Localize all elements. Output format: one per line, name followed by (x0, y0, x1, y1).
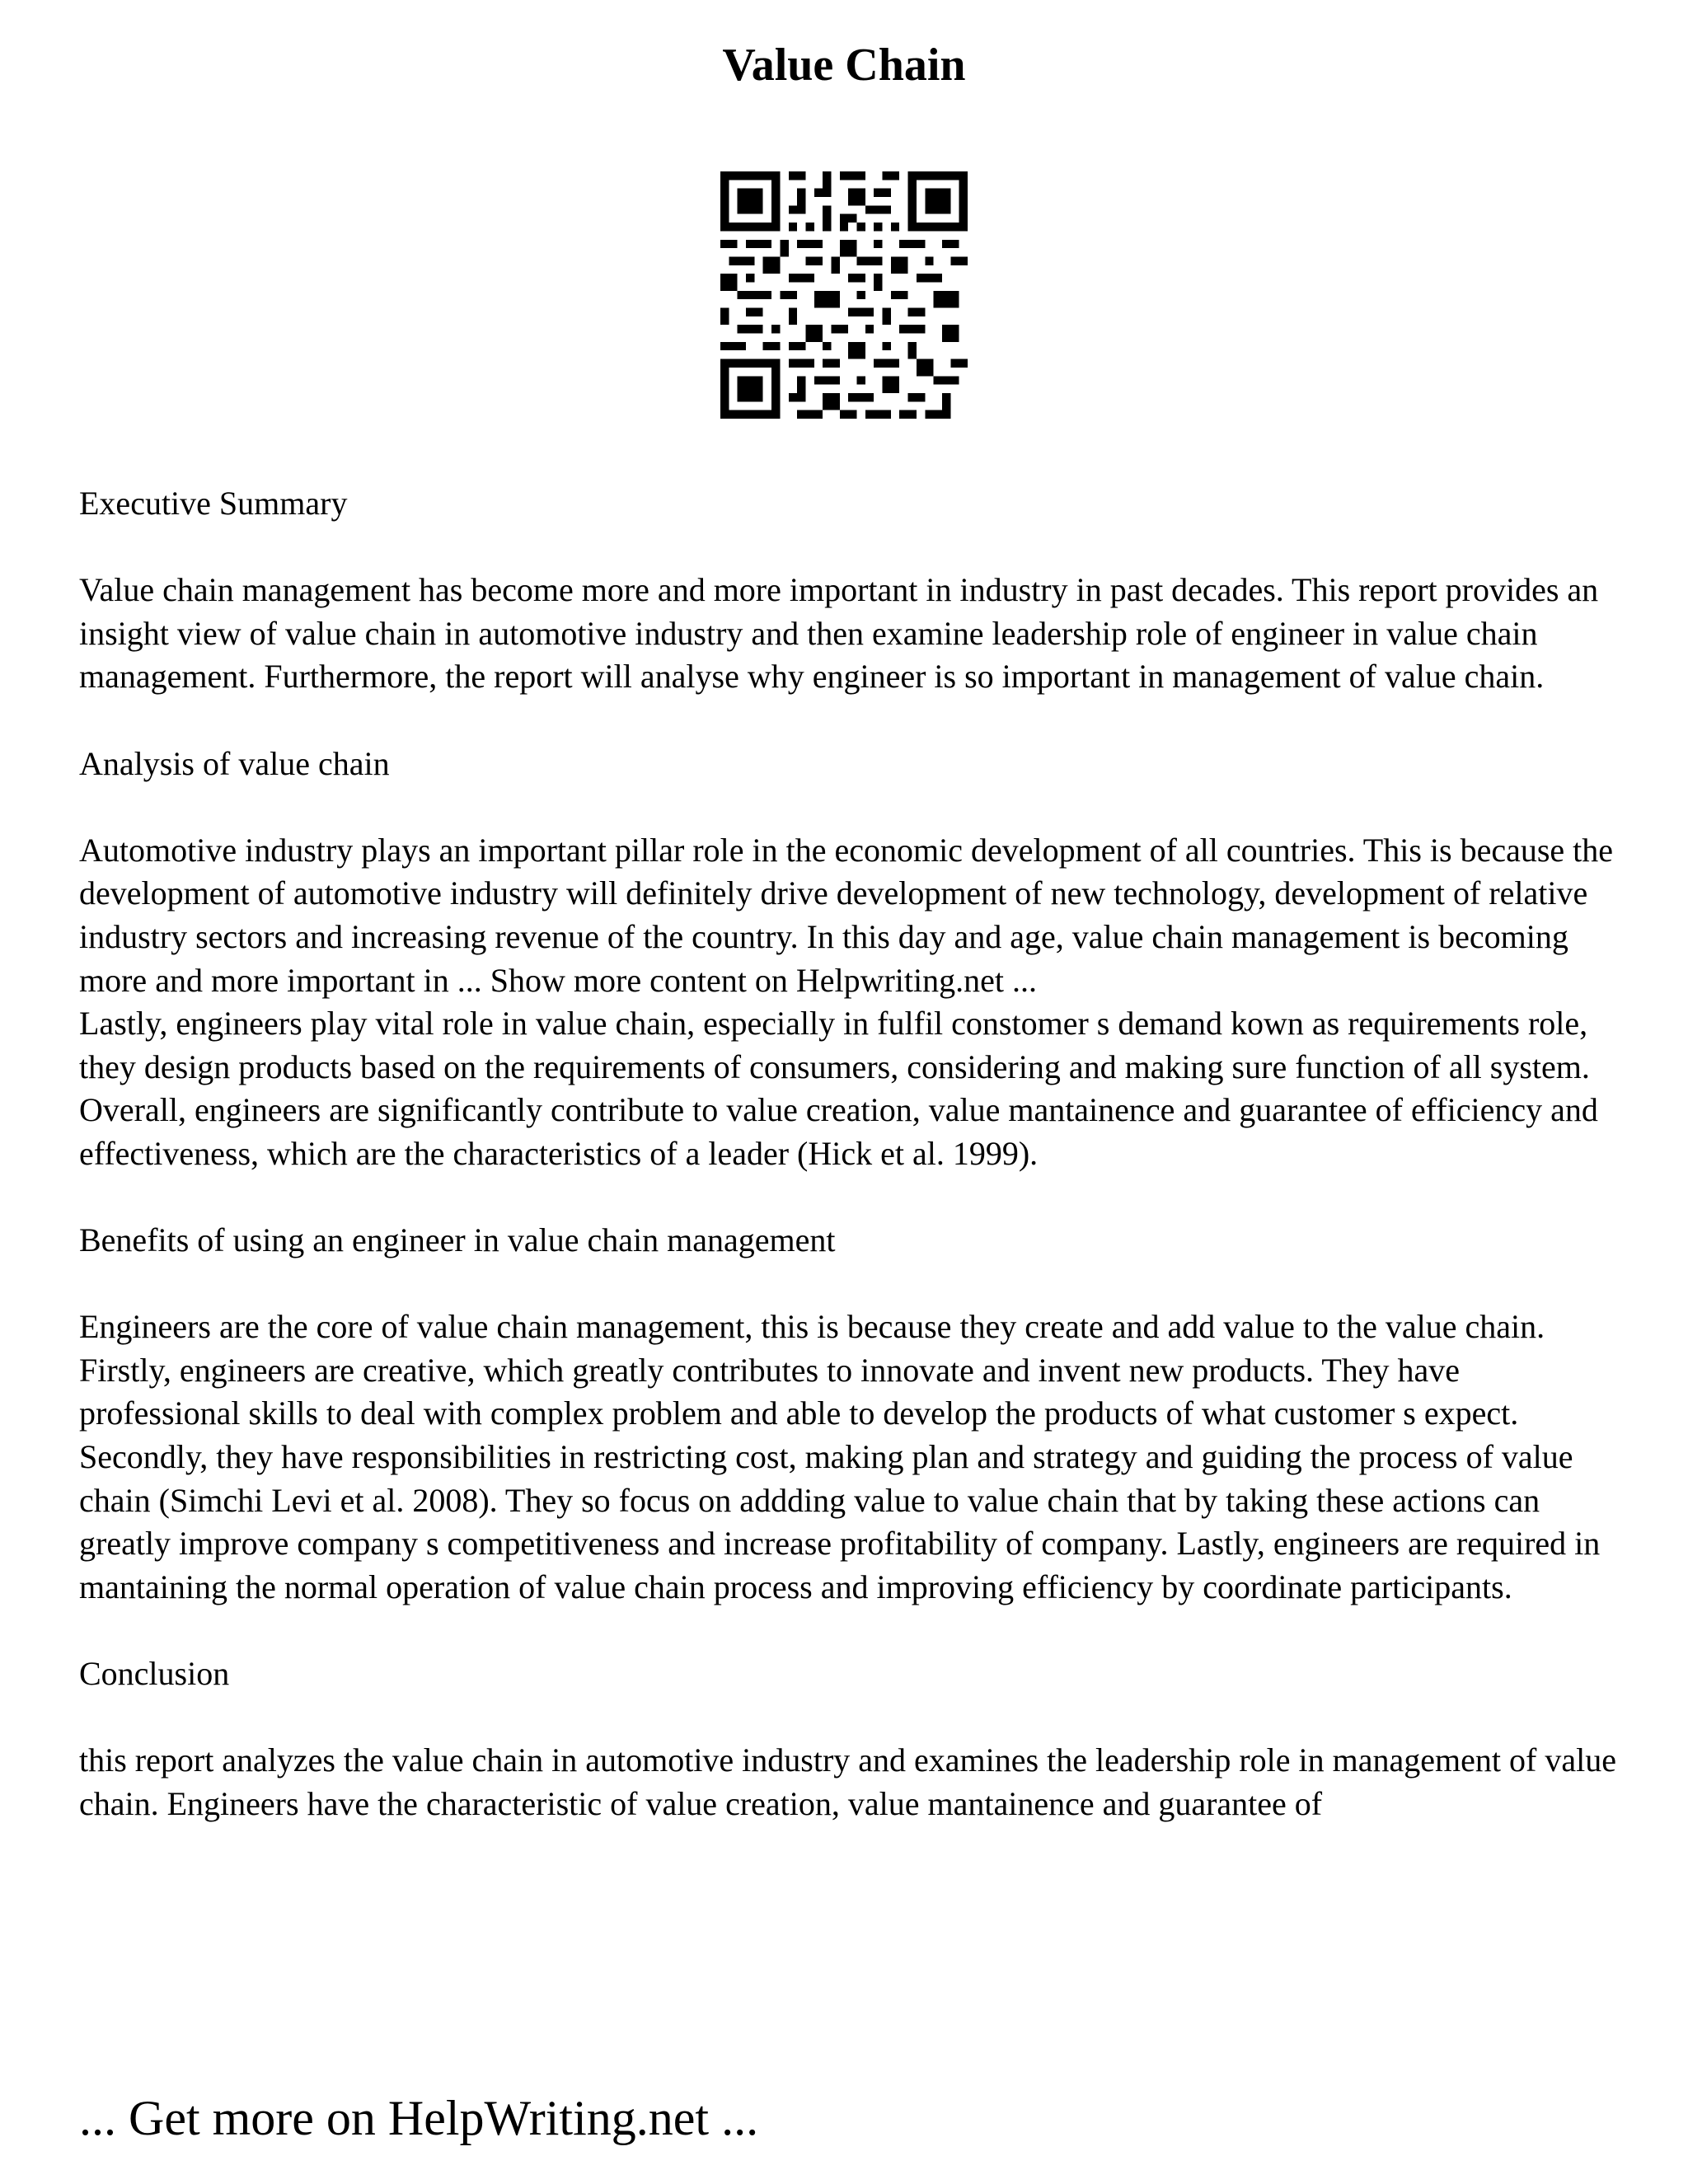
heading-benefits: Benefits of using an engineer in value chain management (79, 1221, 836, 1259)
paragraph-executive-summary: Value chain management has become more and more important in industry in past decades. This report provides an insight view of value chain in automotive industry and then examine leadership role of engineer in value chain management. Furthermore, the report will analyse why engineer is so important in management of value chain. (79, 571, 1599, 696)
document-body (79, 482, 1629, 1825)
get-more-link[interactable]: ... Get more on HelpWriting.net ... (79, 2091, 759, 2145)
heading-conclusion: Conclusion (79, 1655, 230, 1693)
heading-analysis: Analysis of value chain (79, 744, 390, 782)
paragraph-analysis-2: Lastly, engineers play vital role in value chain, especially in fulfil constomer s demand kown as requirements role, they design products based on the requirements of consumers, considering and making sure function of all system. Overall, engineers are significantly contribute to value creation, value mantainence and guarantee of efficiency and effectiveness, which are the characteristics of a leader (Hick et al. 1999). (79, 1005, 1598, 1172)
page-title: Value Chain (722, 40, 966, 91)
paragraph-analysis-1: Automotive industry plays an important pillar role in the economic development of all countries. This is because the development of automotive industry will definitely drive development of new technology, development of relative industry sectors and increasing revenue of the country. In this day and age, value chain management is becoming more and more important in ... Show more content on Helpwriting.net ... (79, 831, 1614, 999)
heading-executive-summary: Executive Summary (79, 485, 348, 522)
qr-code-icon (720, 171, 968, 419)
paragraph-benefits: Engineers are the core of value chain management, this is because they create and add value to the value chain. Firstly, engineers are creative, which greatly contributes to innovate and invent new products. They have professional skills to deal with complex problem and able to develop the products of what customer s expect. Secondly, they have responsibilities in restricting cost, making plan and strategy and guiding the process of value chain (Simchi Levi et al. 2008). They so focus on addding value to value chain that by taking these actions can greatly improve company s competitiveness and increase profitability of company. Lastly, engineers are required in mantaining the normal operation of value chain process and improving efficiency by coordinate participants. (79, 1308, 1601, 1605)
paragraph-conclusion: this report analyzes the value chain in automotive industry and examines the leadership role in management of value chain. Engineers have the characteristic of value creation, value mantainence and guarantee of (79, 1741, 1616, 1822)
